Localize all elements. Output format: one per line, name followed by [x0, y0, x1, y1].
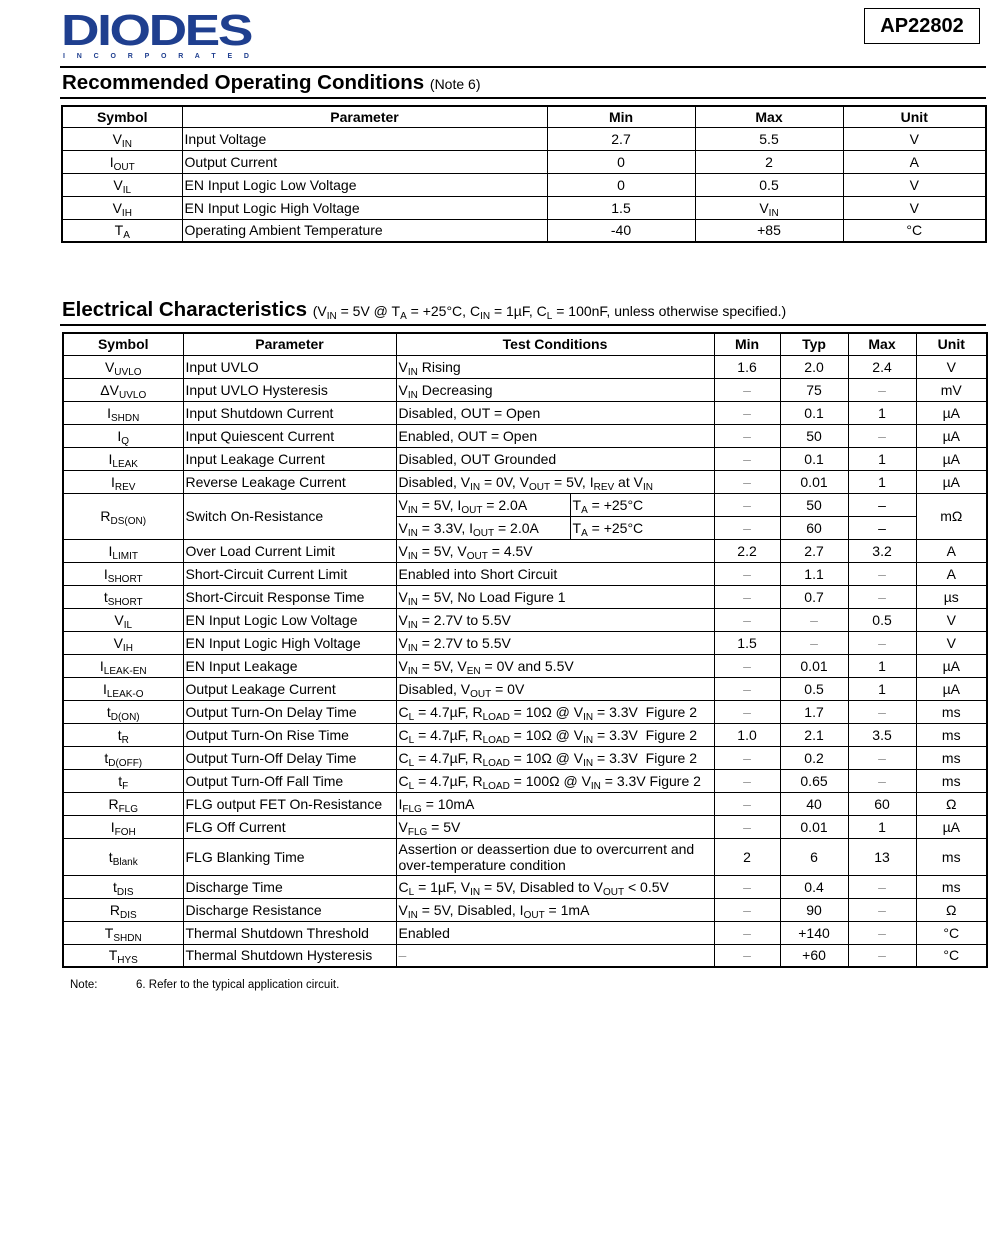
parameter-cell: Short-Circuit Current Limit [183, 562, 396, 585]
parameter-cell: Input Leakage Current [183, 447, 396, 470]
table-row [63, 631, 987, 654]
symbol-cell: $I_{LEAK}$ [63, 447, 183, 470]
table-row [63, 921, 987, 944]
svg-text:I N C O R P O R A T E D: I N C O R P O R A T E D [63, 53, 249, 60]
condition-cell: $I_{FLG} = 10mA$ [396, 792, 714, 815]
unit-cell: V [843, 127, 986, 150]
typ-cell: – [780, 608, 848, 631]
min-cell: – [714, 562, 780, 585]
min-cell: 1.5 [714, 631, 780, 654]
condition-cell: Disabled, $V_{IN} = 0V$, $V_{OUT} = 5V$, $I_{REV}$ at $V_{IN}$ [396, 470, 714, 493]
unit-cell: µA [916, 470, 987, 493]
max-cell: 1 [848, 815, 916, 838]
ec-title [62, 298, 786, 322]
symbol-cell: $I_{LIMIT}$ [63, 539, 183, 562]
parameter-cell: Over Load Current Limit [183, 539, 396, 562]
symbol-cell: $V_{IH}$ [63, 631, 183, 654]
table-row [63, 746, 987, 769]
roc-header-max: Max [695, 106, 843, 127]
condition-cell: $V_{IN} = 3.3V$, $I_{OUT} = 2.0A$ [396, 516, 570, 539]
min-cell: – [714, 769, 780, 792]
max-cell: – [848, 493, 916, 516]
notes-label: Note: [70, 979, 98, 991]
ec-title-text: Electrical Characteristics [62, 298, 307, 321]
parameter-cell: EN Input Logic Low Voltage [183, 608, 396, 631]
roc-header-unit: Unit [843, 106, 986, 127]
parameter-cell: Thermal Shutdown Threshold [183, 921, 396, 944]
typ-cell: 75 [780, 378, 848, 401]
parameter-cell: FLG Off Current [183, 815, 396, 838]
max-cell: 2.4 [848, 355, 916, 378]
min-cell: 2.7 [547, 127, 695, 150]
parameter-cell: Input Shutdown Current [183, 401, 396, 424]
unit-cell: µA [916, 401, 987, 424]
unit-cell: ms [916, 838, 987, 875]
max-cell: – [848, 746, 916, 769]
min-cell: 2.2 [714, 539, 780, 562]
min-cell: – [714, 608, 780, 631]
parameter-cell: Output Turn-Off Fall Time [183, 769, 396, 792]
min-cell: – [714, 516, 780, 539]
typ-cell: 0.01 [780, 815, 848, 838]
max-cell: 3.5 [848, 723, 916, 746]
roc-header-parameter: Parameter [182, 106, 547, 127]
symbol-cell: $T_{HYS}$ [63, 944, 183, 967]
table-row [63, 470, 987, 493]
ec-header-test-conditions: Test Conditions [396, 333, 714, 355]
max-cell: +85 [695, 219, 843, 242]
ec-header-min: Min [714, 333, 780, 355]
symbol-cell: $R_{DS(ON)}$ [63, 493, 183, 539]
parameter-cell: Input UVLO [183, 355, 396, 378]
max-cell: $V_{IN}$ [695, 196, 843, 219]
symbol-cell: $V_{IN}$ [62, 127, 182, 150]
min-cell: 0 [547, 150, 695, 173]
parameter-cell: Input Quiescent Current [183, 424, 396, 447]
symbol-cell: $V_{UVLO}$ [63, 355, 183, 378]
condition-cell: $V_{IN} = 5V$, $V_{OUT} = 4.5V$ [396, 539, 714, 562]
typ-cell: 0.4 [780, 875, 848, 898]
condition-cell: $V_{IN} = 5V$, $I_{OUT} = 2.0A$ [396, 493, 570, 516]
min-cell: -40 [547, 219, 695, 242]
max-cell: – [848, 700, 916, 723]
unit-cell: mΩ [916, 493, 987, 539]
unit-cell: µA [916, 654, 987, 677]
symbol-cell: $t_{DIS}$ [63, 875, 183, 898]
condition-cell: $V_{IN} = 2.7V$ to 5.5V [396, 608, 714, 631]
symbol-cell: $T_{SHDN}$ [63, 921, 183, 944]
condition-cell: Enabled into Short Circuit [396, 562, 714, 585]
typ-cell: 0.2 [780, 746, 848, 769]
symbol-cell: $t_{D(ON)}$ [63, 700, 183, 723]
symbol-cell: $\Delta V_{UVLO}$ [63, 378, 183, 401]
typ-cell: 2.1 [780, 723, 848, 746]
symbol-cell: $t_{Blank}$ [63, 838, 183, 875]
typ-cell: 60 [780, 516, 848, 539]
typ-cell: 50 [780, 493, 848, 516]
unit-cell: µA [916, 677, 987, 700]
table-row [63, 539, 987, 562]
max-cell: – [848, 585, 916, 608]
header-rule [60, 66, 986, 68]
max-cell: – [848, 424, 916, 447]
typ-cell: 0.01 [780, 470, 848, 493]
min-cell: – [714, 700, 780, 723]
parameter-cell: FLG Blanking Time [183, 838, 396, 875]
max-cell: – [848, 769, 916, 792]
parameter-cell: Operating Ambient Temperature [182, 219, 547, 242]
table-row [63, 355, 987, 378]
condition-cell: $C_L = 1\mu F$, $V_{IN} = 5V$, Disabled to $V_{OUT} < 0.5V$ [396, 875, 714, 898]
typ-cell: 2.0 [780, 355, 848, 378]
unit-cell: Ω [916, 792, 987, 815]
min-cell: – [714, 424, 780, 447]
unit-cell: A [916, 562, 987, 585]
condition-cell: Enabled [396, 921, 714, 944]
roc-header-symbol: Symbol [62, 106, 182, 127]
ec-header-typ: Typ [780, 333, 848, 355]
typ-cell: +140 [780, 921, 848, 944]
table-row [63, 608, 987, 631]
typ-cell: 50 [780, 424, 848, 447]
table-row [63, 723, 987, 746]
min-cell: 1.5 [547, 196, 695, 219]
unit-cell: V [843, 173, 986, 196]
unit-cell: µA [916, 815, 987, 838]
symbol-cell: $V_{IH}$ [62, 196, 182, 219]
unit-cell: µs [916, 585, 987, 608]
table-row [63, 677, 987, 700]
min-cell: – [714, 401, 780, 424]
table-row [63, 944, 987, 967]
parameter-cell: Switch On-Resistance [183, 493, 396, 539]
max-cell: 60 [848, 792, 916, 815]
table-row [63, 654, 987, 677]
parameter-cell: Input UVLO Hysteresis [183, 378, 396, 401]
max-cell: – [848, 898, 916, 921]
max-cell: 1 [848, 677, 916, 700]
table-row [63, 493, 987, 516]
min-cell: 1.6 [714, 355, 780, 378]
condition-cell: Disabled, OUT = Open [396, 401, 714, 424]
parameter-cell: EN Input Logic Low Voltage [182, 173, 547, 196]
condition-cell: $V_{IN} = 5V$, No Load Figure 1 [396, 585, 714, 608]
condition-cell: $C_L = 4.7\mu F$, $R_{LOAD} = 100\Omega$ @ $V_{IN} = 3.3V$ Figure 2 [396, 769, 714, 792]
note-6: 6. Refer to the typical application circuit. [136, 979, 340, 991]
min-cell: – [714, 447, 780, 470]
unit-cell: V [916, 355, 987, 378]
min-cell: 0 [547, 173, 695, 196]
unit-cell: V [916, 631, 987, 654]
min-cell: – [714, 898, 780, 921]
min-cell: 1.0 [714, 723, 780, 746]
typ-cell: 90 [780, 898, 848, 921]
condition-cell: $C_L = 4.7\mu F$, $R_{LOAD} = 10\Omega$ @ $V_{IN} = 3.3V$ Figure 2 [396, 746, 714, 769]
parameter-cell: EN Input Leakage [183, 654, 396, 677]
unit-cell: ms [916, 875, 987, 898]
max-cell: – [848, 378, 916, 401]
ec-header-parameter: Parameter [183, 333, 396, 355]
roc-title [62, 71, 480, 95]
unit-cell: V [916, 608, 987, 631]
parameter-cell: Output Current [182, 150, 547, 173]
symbol-cell: $I_{LEAK-EN}$ [63, 654, 183, 677]
min-cell: – [714, 792, 780, 815]
roc-rule [60, 97, 986, 99]
table-row [62, 127, 986, 150]
condition-cell: $T_A = +25^\circ C$ [570, 516, 714, 539]
table-row [63, 378, 987, 401]
typ-cell: 0.5 [780, 677, 848, 700]
max-cell: – [848, 921, 916, 944]
symbol-cell: $T_A$ [62, 219, 182, 242]
max-cell: 1 [848, 447, 916, 470]
unit-cell: A [843, 150, 986, 173]
roc-note: (Note 6) [429, 76, 481, 92]
parameter-cell: Short-Circuit Response Time [183, 585, 396, 608]
min-cell: – [714, 654, 780, 677]
symbol-cell: $t_F$ [63, 769, 183, 792]
condition-cell: Enabled, OUT = Open [396, 424, 714, 447]
symbol-cell: $I_{FOH}$ [63, 815, 183, 838]
unit-cell: °C [843, 219, 986, 242]
condition-cell: $V_{FLG} = 5V$ [396, 815, 714, 838]
max-cell: 3.2 [848, 539, 916, 562]
unit-cell: ms [916, 746, 987, 769]
symbol-cell: $V_{IL}$ [62, 173, 182, 196]
parameter-cell: EN Input Logic High Voltage [183, 631, 396, 654]
table-row [63, 562, 987, 585]
part-number: AP22802 [864, 8, 980, 44]
min-cell: – [714, 746, 780, 769]
symbol-cell: $t_R$ [63, 723, 183, 746]
max-cell: 0.5 [848, 608, 916, 631]
table-row [63, 838, 987, 875]
max-cell: – [848, 631, 916, 654]
unit-cell: ms [916, 769, 987, 792]
notes [70, 979, 340, 991]
typ-cell: 1.1 [780, 562, 848, 585]
table-row [63, 815, 987, 838]
unit-cell: ms [916, 700, 987, 723]
condition-cell: $V_{IN}$ Rising [396, 355, 714, 378]
symbol-cell: $R_{DIS}$ [63, 898, 183, 921]
parameter-cell: EN Input Logic High Voltage [182, 196, 547, 219]
min-cell: – [714, 493, 780, 516]
unit-cell: °C [916, 921, 987, 944]
parameter-cell: Discharge Time [183, 875, 396, 898]
parameter-cell: Output Leakage Current [183, 677, 396, 700]
unit-cell: Ω [916, 898, 987, 921]
table-row [62, 196, 986, 219]
parameter-cell: Input Voltage [182, 127, 547, 150]
min-cell: 2 [714, 838, 780, 875]
max-cell: – [848, 516, 916, 539]
unit-cell: µA [916, 424, 987, 447]
roc-title-text: Recommended Operating Conditions [62, 71, 425, 94]
min-cell: – [714, 815, 780, 838]
unit-cell: °C [916, 944, 987, 967]
table-row [63, 769, 987, 792]
typ-cell: 0.7 [780, 585, 848, 608]
roc-table [61, 105, 987, 243]
max-cell: 0.5 [695, 173, 843, 196]
typ-cell: 0.1 [780, 447, 848, 470]
typ-cell: – [780, 631, 848, 654]
symbol-cell: $R_{FLG}$ [63, 792, 183, 815]
min-cell: – [714, 677, 780, 700]
table-row [62, 150, 986, 173]
table-row [62, 219, 986, 242]
ec-conditions: ($V_{IN} = 5V$ @ $T_A = +25^\circ C$, $C_{IN} = 1\mu F$, $C_L = 100nF$, unless otherwise specified.) [312, 303, 787, 322]
condition-cell: Disabled, OUT Grounded [396, 447, 714, 470]
unit-cell: µA [916, 447, 987, 470]
max-cell: 5.5 [695, 127, 843, 150]
condition-cell: $V_{IN}$ Decreasing [396, 378, 714, 401]
typ-cell: 40 [780, 792, 848, 815]
parameter-cell: Discharge Resistance [183, 898, 396, 921]
max-cell: 2 [695, 150, 843, 173]
svg-text:DIODES: DIODES [61, 9, 252, 55]
max-cell: 1 [848, 470, 916, 493]
symbol-cell: $I_{REV}$ [63, 470, 183, 493]
parameter-cell: FLG output FET On-Resistance [183, 792, 396, 815]
symbol-cell: $t_{D(OFF)}$ [63, 746, 183, 769]
max-cell: 13 [848, 838, 916, 875]
min-cell: – [714, 378, 780, 401]
symbol-cell: $I_{SHORT}$ [63, 562, 183, 585]
symbol-cell: $V_{IL}$ [63, 608, 183, 631]
parameter-cell: Output Turn-On Delay Time [183, 700, 396, 723]
ec-rule [60, 324, 986, 326]
unit-cell: A [916, 539, 987, 562]
typ-cell: 2.7 [780, 539, 848, 562]
condition-cell: – [396, 944, 714, 967]
condition-cell: $V_{IN} = 5V$, Disabled, $I_{OUT} = 1mA$ [396, 898, 714, 921]
typ-cell: 1.7 [780, 700, 848, 723]
symbol-cell: $I_{SHDN}$ [63, 401, 183, 424]
parameter-cell: Reverse Leakage Current [183, 470, 396, 493]
symbol-cell: $t_{SHORT}$ [63, 585, 183, 608]
condition-cell: $C_L = 4.7\mu F$, $R_{LOAD} = 10\Omega$ @ $V_{IN} = 3.3V$ Figure 2 [396, 723, 714, 746]
ec-header-unit: Unit [916, 333, 987, 355]
max-cell: 1 [848, 401, 916, 424]
min-cell: – [714, 921, 780, 944]
typ-cell: 6 [780, 838, 848, 875]
min-cell: – [714, 585, 780, 608]
table-row [63, 585, 987, 608]
parameter-cell: Thermal Shutdown Hysteresis [183, 944, 396, 967]
table-row [63, 898, 987, 921]
max-cell: 1 [848, 654, 916, 677]
min-cell: – [714, 875, 780, 898]
max-cell: – [848, 562, 916, 585]
parameter-cell: Output Turn-On Rise Time [183, 723, 396, 746]
ec-table [62, 332, 988, 968]
condition-cell: Assertion or deassertion due to overcurrent and over-temperature condition [396, 838, 714, 875]
min-cell: – [714, 944, 780, 967]
table-row [63, 792, 987, 815]
typ-cell: 0.1 [780, 401, 848, 424]
condition-cell: $C_L = 4.7\mu F$, $R_{LOAD} = 10\Omega$ @ $V_{IN} = 3.3V$ Figure 2 [396, 700, 714, 723]
condition-cell: $V_{IN} = 5V$, $V_{EN} = 0V$ and 5.5V [396, 654, 714, 677]
table-row [62, 173, 986, 196]
symbol-cell: $I_{LEAK-O}$ [63, 677, 183, 700]
condition-cell: $T_A = +25^\circ C$ [570, 493, 714, 516]
typ-cell: +60 [780, 944, 848, 967]
typ-cell: 0.01 [780, 654, 848, 677]
max-cell: – [848, 875, 916, 898]
ec-header-symbol: Symbol [63, 333, 183, 355]
unit-cell: ms [916, 723, 987, 746]
symbol-cell: $I_{OUT}$ [62, 150, 182, 173]
table-row [63, 447, 987, 470]
roc-header-min: Min [547, 106, 695, 127]
table-row [63, 875, 987, 898]
diodes-logo [61, 9, 257, 61]
symbol-cell: $I_Q$ [63, 424, 183, 447]
condition-cell: $V_{IN} = 2.7V$ to 5.5V [396, 631, 714, 654]
table-row [63, 424, 987, 447]
min-cell: – [714, 470, 780, 493]
max-cell: – [848, 944, 916, 967]
unit-cell: V [843, 196, 986, 219]
typ-cell: 0.65 [780, 769, 848, 792]
table-row [63, 401, 987, 424]
condition-cell: Disabled, $V_{OUT} = 0V$ [396, 677, 714, 700]
unit-cell: mV [916, 378, 987, 401]
table-row [63, 700, 987, 723]
parameter-cell: Output Turn-Off Delay Time [183, 746, 396, 769]
ec-header-max: Max [848, 333, 916, 355]
